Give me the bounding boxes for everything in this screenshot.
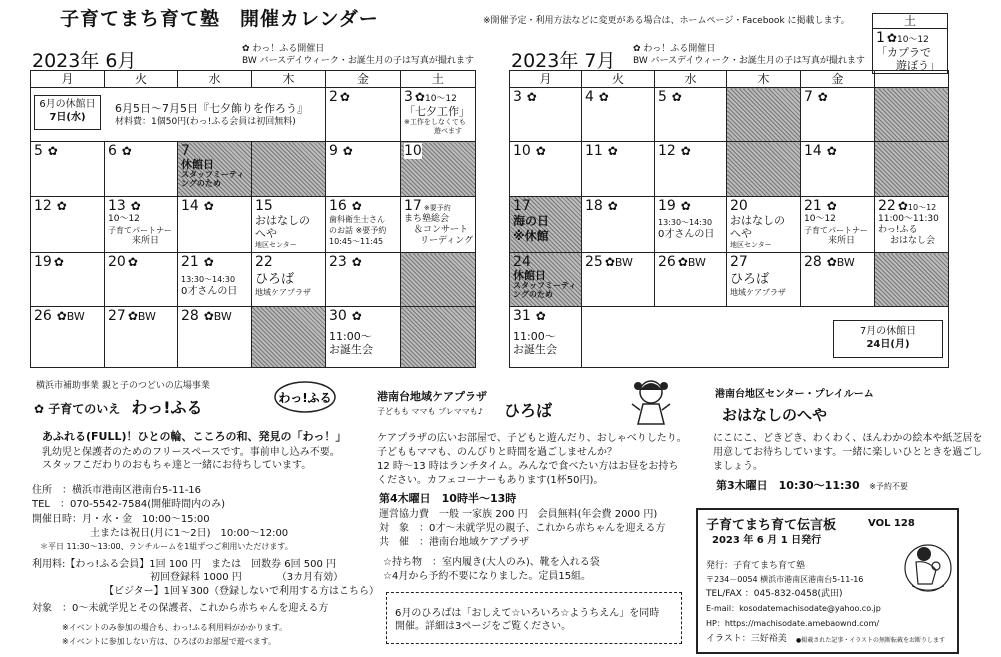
hiroba-sub: 子どもも ママも プレママも♪	[377, 407, 483, 416]
dengon-vol: VOL 128	[868, 518, 915, 529]
day-cell: 27 ひろば 地域ケアプラザ	[727, 253, 801, 307]
hiroba-desc: ケアプラザの広いお部屋で、子どもと遊んだり、おしゃべりしたり。	[377, 433, 687, 444]
page-title: 子育てまち育て塾 開催カレンダー	[60, 8, 379, 30]
day-cell: 9 ✿	[326, 142, 401, 197]
waffle-days: 開催日時：月・水・金 10:00～15:00	[32, 514, 210, 525]
waffle-flower-icon: ✿	[127, 309, 138, 323]
day-cell: 3 ✿	[510, 88, 582, 142]
legend-bw: BW バースデイウィーク・お誕生月の子は写真が撮れます	[633, 56, 865, 66]
weekday-fri: 金	[801, 71, 875, 88]
dengon-copyright: ●掲載された記事・イラストの無断転載をお断りします	[796, 637, 946, 644]
hiroba-bring: ☆持ち物 ：室内履き(大人のみ)、靴を入れる袋	[383, 557, 600, 568]
closed-day-cell	[401, 253, 476, 307]
waffle-logo	[270, 378, 340, 416]
ohanashi-desc: にこにこ、どきどき、わくわく、ほんわかの絵本や紙芝居を	[713, 433, 983, 444]
day-cell: 26 ✿BW	[655, 253, 727, 307]
waffle-desc: 乳幼児と保護者のためのフリースペースです。事前申し込み不要。	[42, 447, 340, 458]
weekday-thu: 木	[252, 71, 326, 88]
closed-day-cell	[875, 88, 949, 142]
hiroba-desc: 12 時～13 時はランチタイム。みんなで食べたい方はお昼をお持ち	[377, 461, 679, 472]
day-cell: 22 ひろば 地域ケアプラザ	[252, 253, 326, 307]
waffle-flower-icon: ✿	[203, 309, 214, 323]
hiroba-desc: ください。カフェコーナーもあります(1杯50円)。	[377, 475, 604, 486]
closed-day-cell	[875, 253, 949, 307]
day-cell: 4 ✿	[582, 88, 655, 142]
waffle-flower-icon: ✿	[203, 255, 214, 269]
waffle-flower-icon: ✿	[351, 309, 362, 323]
waffle-flower-icon: ✿	[127, 255, 138, 269]
hiroba-reserve: ☆4月から予約不要になりました。定員15組。	[383, 571, 592, 582]
day-cell: 19 ✿ 13:30～14:30 0才さんの日	[655, 197, 727, 253]
ohanashi-when-row: 第3木曜日 10:30～11:30 ※予約不要	[716, 479, 908, 492]
weekday-thu: 木	[727, 71, 801, 88]
waffle-flower-icon: ✿	[535, 309, 546, 323]
waffle-flower-icon: ✿	[826, 144, 837, 158]
legend-waffle: ✿ わっ！ふる開催日	[633, 44, 716, 54]
waffle-flower-icon: ✿	[826, 199, 837, 213]
hiroba-when: 第4木曜日 10時半～13時	[379, 492, 517, 505]
day-cell: 18 ✿	[582, 197, 655, 253]
weekday-tue: 火	[582, 71, 655, 88]
weekday-wed: 水	[178, 71, 252, 88]
closed-day-cell: 24 休館日 スタッフミーティ ングのため	[510, 253, 582, 307]
waffle-days: 土または祝日(月に1～2日) 10:00～12:00	[90, 528, 289, 539]
waffle-tagline: あふれる(FULL)！ひとの輪、こころの和、発見の「わっ！」	[42, 430, 347, 443]
day-cell: 5 ✿	[31, 142, 105, 197]
waffle-note: ※イベントに参加しない方は、ひろばのお部屋で遊べます。	[62, 637, 277, 646]
waffle-flower-icon: ✿	[47, 144, 58, 158]
waffle-desc: スタッフこだわりのおもちゃ達と一緒にお待ちしています。	[42, 460, 312, 471]
weekday-sat: 土	[401, 71, 476, 88]
waffle-target: 対象 ：0～未就学児とその保護者、これから赤ちゃんを迎える方	[32, 603, 329, 614]
waffle-fee: 【ビジター】1回￥300（登録しないで利用する方はこちら）	[104, 586, 380, 597]
day-cell: 28 ✿BW	[178, 307, 252, 368]
dengon-publisher: 発行：子育てまち育て塾	[706, 561, 806, 571]
waffle-sponsor: 横浜市補助事業 親と子のつどいの広場事業	[36, 381, 210, 391]
child-illustration-icon	[628, 376, 674, 428]
ohanashi-desc: ましょう。	[713, 461, 763, 472]
day-cell: 2 ✿	[326, 88, 401, 142]
june-closed-day-box: 6月の休館日 7日(水)	[34, 95, 101, 130]
waffle-flower-icon: ✿	[817, 90, 828, 104]
waffle-flower-icon: ✿	[121, 144, 132, 158]
sat-column-top	[875, 71, 949, 88]
closed-day-cell	[401, 307, 476, 368]
waffle-address: 住所 ：横浜市港南区港南台5-11-16	[32, 485, 202, 496]
waffle-flower-icon: ✿	[680, 144, 691, 158]
day-cell: 27 ✿BW	[105, 307, 178, 368]
dengon-homepage-link[interactable]: HP：https://machisodate.amebaownd.com/	[706, 619, 880, 628]
waffle-flower-icon: ✿	[53, 255, 64, 269]
day-cell: 21 ✿ 10～12 子育てパートナー 来所日	[801, 197, 875, 253]
closed-day-cell	[252, 142, 326, 197]
waffle-name-prefix: ✿ 子育てのいえ	[34, 402, 121, 416]
day-cell: 22 ✿10～12 11:00～11:30 わっ!ふる おはなし会	[875, 197, 949, 253]
waffle-flower-icon: ✿	[535, 144, 546, 158]
day-cell: 13 ✿ 10～12 子育てパートナー 来所日	[105, 197, 178, 253]
hiroba-name: ひろば	[504, 401, 553, 420]
july-closed-day-box: 7月の休館日 24日(月)	[833, 320, 943, 358]
hiroba-notice-box: 6月のひろばは「おしえて☆いろいろ☆ようちえん」を同時 開催。詳細は3ページをご覧ください。	[386, 592, 682, 644]
dengon-illust: イラスト：三好裕美	[706, 634, 787, 644]
closed-day-cell: 7 休館日 スタッフミーティ ングのため	[178, 142, 252, 197]
hiroba-desc: 子どももママも、のんびりと時間を過ごしませんか？	[377, 447, 617, 458]
day-cell: 5 ✿	[655, 88, 727, 142]
day-cell: 31 ✿ 11:00～ お誕生会	[510, 307, 582, 368]
day-cell: 7 ✿	[801, 88, 875, 142]
waffle-flower-icon: ✿	[671, 90, 682, 104]
day-cell: 14 ✿	[178, 197, 252, 253]
closed-day-cell	[727, 142, 801, 197]
waffle-tel: TEL ：070-5542-7584(開催時間内のみ)	[32, 499, 226, 510]
day-cell: 21 ✿ 13:30～14:30 0才さんの日	[178, 253, 252, 307]
waffle-fee: 初回登録料 1000 円 （3カ月有効）	[150, 572, 344, 583]
legend-waffle: ✿ わっ！ふる開催日	[242, 44, 325, 54]
closed-day-cell: 10	[401, 142, 476, 197]
dengon-address: 〒234－0054 横浜市港南区港南台5-11-16	[706, 575, 864, 584]
day-cell: 11 ✿	[582, 142, 655, 197]
hiroba-fee: 運営協力費 一般 一家族 200 円 会員無料(年会費 2000 円)	[379, 509, 658, 520]
ohanashi-desc: 用意してお待ちしています。一緒に楽しいひとときを過ごし	[713, 447, 983, 458]
waffle-flower-icon: ✿	[56, 199, 67, 213]
dengon-tel: TEL/FAX ：045-832-0458(武田)	[706, 589, 843, 599]
tanabata-event: 6月5日～7月5日『七夕飾りを作ろう』 材料費：1個50円(わっ!ふる会員は初回無料)	[115, 102, 308, 127]
day-cell: 12 ✿	[655, 142, 727, 197]
waffle-fee: 利用料:【わっ!ふる会員】1回 100 円 または 回数券 6回 500 円	[32, 559, 337, 570]
july-sat1-box	[872, 13, 948, 74]
waffle-flower-icon: ✿	[886, 31, 897, 45]
day-cell: 6 ✿	[105, 142, 178, 197]
waffle-flower-icon: ✿	[351, 199, 362, 213]
june-heading: 2023年 6月	[32, 50, 137, 72]
waffle-flower-icon: ✿	[339, 90, 350, 104]
waffle-flower-icon: ✿	[526, 90, 537, 104]
mother-child-logo-icon	[902, 532, 954, 594]
hiroba-target: 対 象 ：0才～未就学児の親子、これから赤ちゃんを迎える方	[379, 523, 666, 534]
waffle-flower-icon: ✿	[897, 199, 908, 213]
dengon-board	[696, 508, 959, 654]
waffle-flower-icon: ✿	[351, 255, 362, 269]
waffle-note: ※イベントのみ参加の場合も、わっ!ふる利用料がかかります。	[62, 623, 288, 632]
day-cell: 20 ✿	[105, 253, 178, 307]
waffle-flower-icon: ✿	[607, 144, 618, 158]
waffle-lunch: ＊平日 11:30～13:00、ランチルームを1組ずつご利用いただけます。	[40, 542, 293, 551]
waffle-flower-icon: ✿	[677, 255, 688, 269]
day-cell: 23 ✿	[326, 253, 401, 307]
day-cell: 14 ✿	[801, 142, 875, 197]
weekday-wed: 水	[655, 71, 727, 88]
july-legend	[633, 43, 865, 67]
dengon-title: 子育てまち育て伝言板	[706, 518, 837, 533]
day-cell: 12 ✿	[31, 197, 105, 253]
closed-day-cell: 17 海の日 ※休館	[510, 197, 582, 253]
day-cell: 1 ✿10～12 「カプラで 遊ぼう」	[873, 29, 948, 74]
waffle-flower-icon: ✿	[604, 255, 615, 269]
day-cell: 3 ✿10～12 「七夕工作」 ※工作をしなくても 遊べます	[401, 88, 476, 142]
day-cell: 19 ✿	[31, 253, 105, 307]
waffle-flower-icon: ✿	[203, 199, 214, 213]
ohanashi-name: おはなしのへや	[722, 406, 828, 424]
day-cell: 26 ✿BW	[31, 307, 105, 368]
waffle-flower-icon: ✿	[607, 199, 618, 213]
waffle-flower-icon: ✿	[342, 144, 353, 158]
day-cell: 28 ✿BW	[801, 253, 875, 307]
day-cell: 30 ✿ 11:00～ お誕生会	[326, 307, 401, 368]
weekday-mon: 月	[510, 71, 582, 88]
closed-day-cell	[875, 142, 949, 197]
waffle-flower-icon: ✿	[598, 90, 609, 104]
closed-day-cell	[727, 88, 801, 142]
day-cell: 10 ✿	[510, 142, 582, 197]
dengon-date: 2023 年 6 月 1 日発行	[712, 535, 822, 546]
closed-day-cell	[252, 307, 326, 368]
waffle-logo-text: わっ!ふる	[278, 391, 332, 405]
day-cell: 20 おはなしの へや 地区センター	[727, 197, 801, 253]
hiroba-org: 港南台地域ケアプラザ	[377, 390, 487, 403]
dengon-email[interactable]: E-mail：kosodatemachisodate@yahoo.co.jp	[706, 604, 881, 613]
waffle-flower-icon: ✿	[130, 199, 141, 213]
day-cell: 17 ※要予約 まち塾総会 ＆コンサート リーディング	[401, 197, 476, 253]
waffle-flower-icon: ✿	[680, 199, 691, 213]
waffle-name: わっ!ふる	[131, 398, 203, 417]
waffle-flower-icon: ✿	[826, 255, 837, 269]
hiroba-co: 共 催 ：港南台地域ケアプラザ	[379, 537, 529, 548]
ohanashi-org: 港南台地区センター・プレイルーム	[715, 389, 874, 400]
weekday-sat: 土	[873, 14, 948, 29]
waffle-flower-icon: ✿	[56, 309, 67, 323]
notice-text: ※開催予定・利用方法などに変更がある場合は、ホームページ・Facebook に掲載します。	[483, 16, 850, 26]
waffle-flower-icon: ✿	[414, 90, 425, 104]
legend-bw: BW バースデイウィーク・お誕生月の子は写真が撮れます	[242, 56, 474, 66]
weekday-fri: 金	[326, 71, 401, 88]
weekday-mon: 月	[31, 71, 105, 88]
july-heading: 2023年 7月	[511, 50, 616, 72]
day-cell: 15 おはなしの へや 地区センター	[252, 197, 326, 253]
day-cell: 16 ✿ 歯科衛生士さん のお話 ※要予約 10:45～11:45	[326, 197, 401, 253]
june-legend	[242, 43, 474, 67]
waffle-name-row	[34, 395, 203, 418]
weekday-tue: 火	[105, 71, 178, 88]
day-cell: 25 ✿BW	[582, 253, 655, 307]
